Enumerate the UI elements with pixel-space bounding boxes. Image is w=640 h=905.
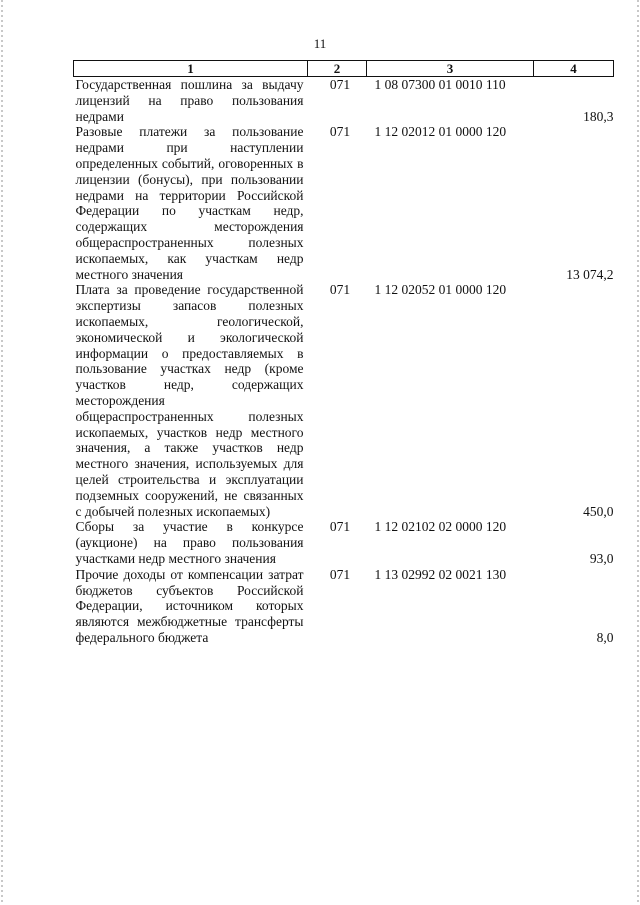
row-admin-code-cell: 071 [329, 282, 351, 298]
row-admin-code-cell: 071 [329, 566, 351, 582]
scan-edge-left [1, 0, 3, 905]
table-body [74, 77, 614, 646]
header-col-2: 2 [308, 61, 367, 77]
row-name-cell: Государственная пошлина за выдачу лицензий на право пользования недрами [75, 77, 304, 124]
row-admin-code-cell: 071 [329, 519, 351, 535]
row-name-cell: Плата за проведение государственной экспертизы запасов полезных ископаемых, геологической, экономической и экологической информации о предоставляемых в пользование участках недр (кроме участков недр, содержащих месторождения общераспространенных полезных ископаемых, участков недр местного значения, а также участков недр местного значения, используемых для целей строительства и эксплуатации подземных сооружений, не связанных с добычей полезных ископаемых) [75, 282, 304, 519]
row-name-cell: Разовые платежи за пользование недрами при наступлении определенных событий, оговоренных в лицензии (бонусы), при пользовании недрами на территории Российской Федерации по участкам недр, содержащих месторождения общераспространенных полезных ископаемых, как участкам недр местного значения [75, 124, 304, 282]
table-row [74, 519, 614, 566]
row-amount-cell: 93,0 [589, 550, 614, 566]
row-amount-cell: 8,0 [596, 629, 614, 645]
header-col-4: 4 [534, 61, 614, 77]
row-amount-cell: 180,3 [583, 108, 614, 124]
row-budget-code-cell: 1 12 02102 02 0000 120 [374, 519, 507, 535]
page-number: 11 [313, 36, 327, 51]
row-budget-code-cell: 1 08 07300 01 0010 110 [374, 77, 506, 92]
table-row [74, 77, 614, 125]
revenue-table [73, 60, 614, 646]
row-amount-cell: 13 074,2 [566, 266, 614, 282]
header-col-3: 3 [367, 61, 534, 77]
table-row [74, 282, 614, 519]
header-col-1: 1 [74, 61, 308, 77]
row-name-cell: Сборы за участие в конкурсе (аукционе) на право пользования участками недр местного значения [75, 519, 304, 566]
row-budget-code-cell: 1 13 02992 02 0021 130 [374, 566, 507, 582]
row-budget-code-cell: 1 12 02012 01 0000 120 [374, 124, 507, 140]
row-admin-code-cell: 071 [329, 77, 351, 92]
row-budget-code-cell: 1 12 02052 01 0000 120 [374, 282, 507, 298]
row-amount-cell: 450,0 [583, 503, 614, 519]
row-name-cell: Прочие доходы от компенсации затрат бюджетов субъектов Российской Федерации, источником которых являются межбюджетные трансферты федерального бюджета [75, 566, 304, 645]
table-header [74, 61, 614, 77]
row-admin-code-cell: 071 [329, 124, 351, 140]
scan-edge-right [637, 0, 639, 905]
table-row [74, 567, 614, 646]
header-row [74, 61, 614, 77]
table-row [74, 124, 614, 282]
